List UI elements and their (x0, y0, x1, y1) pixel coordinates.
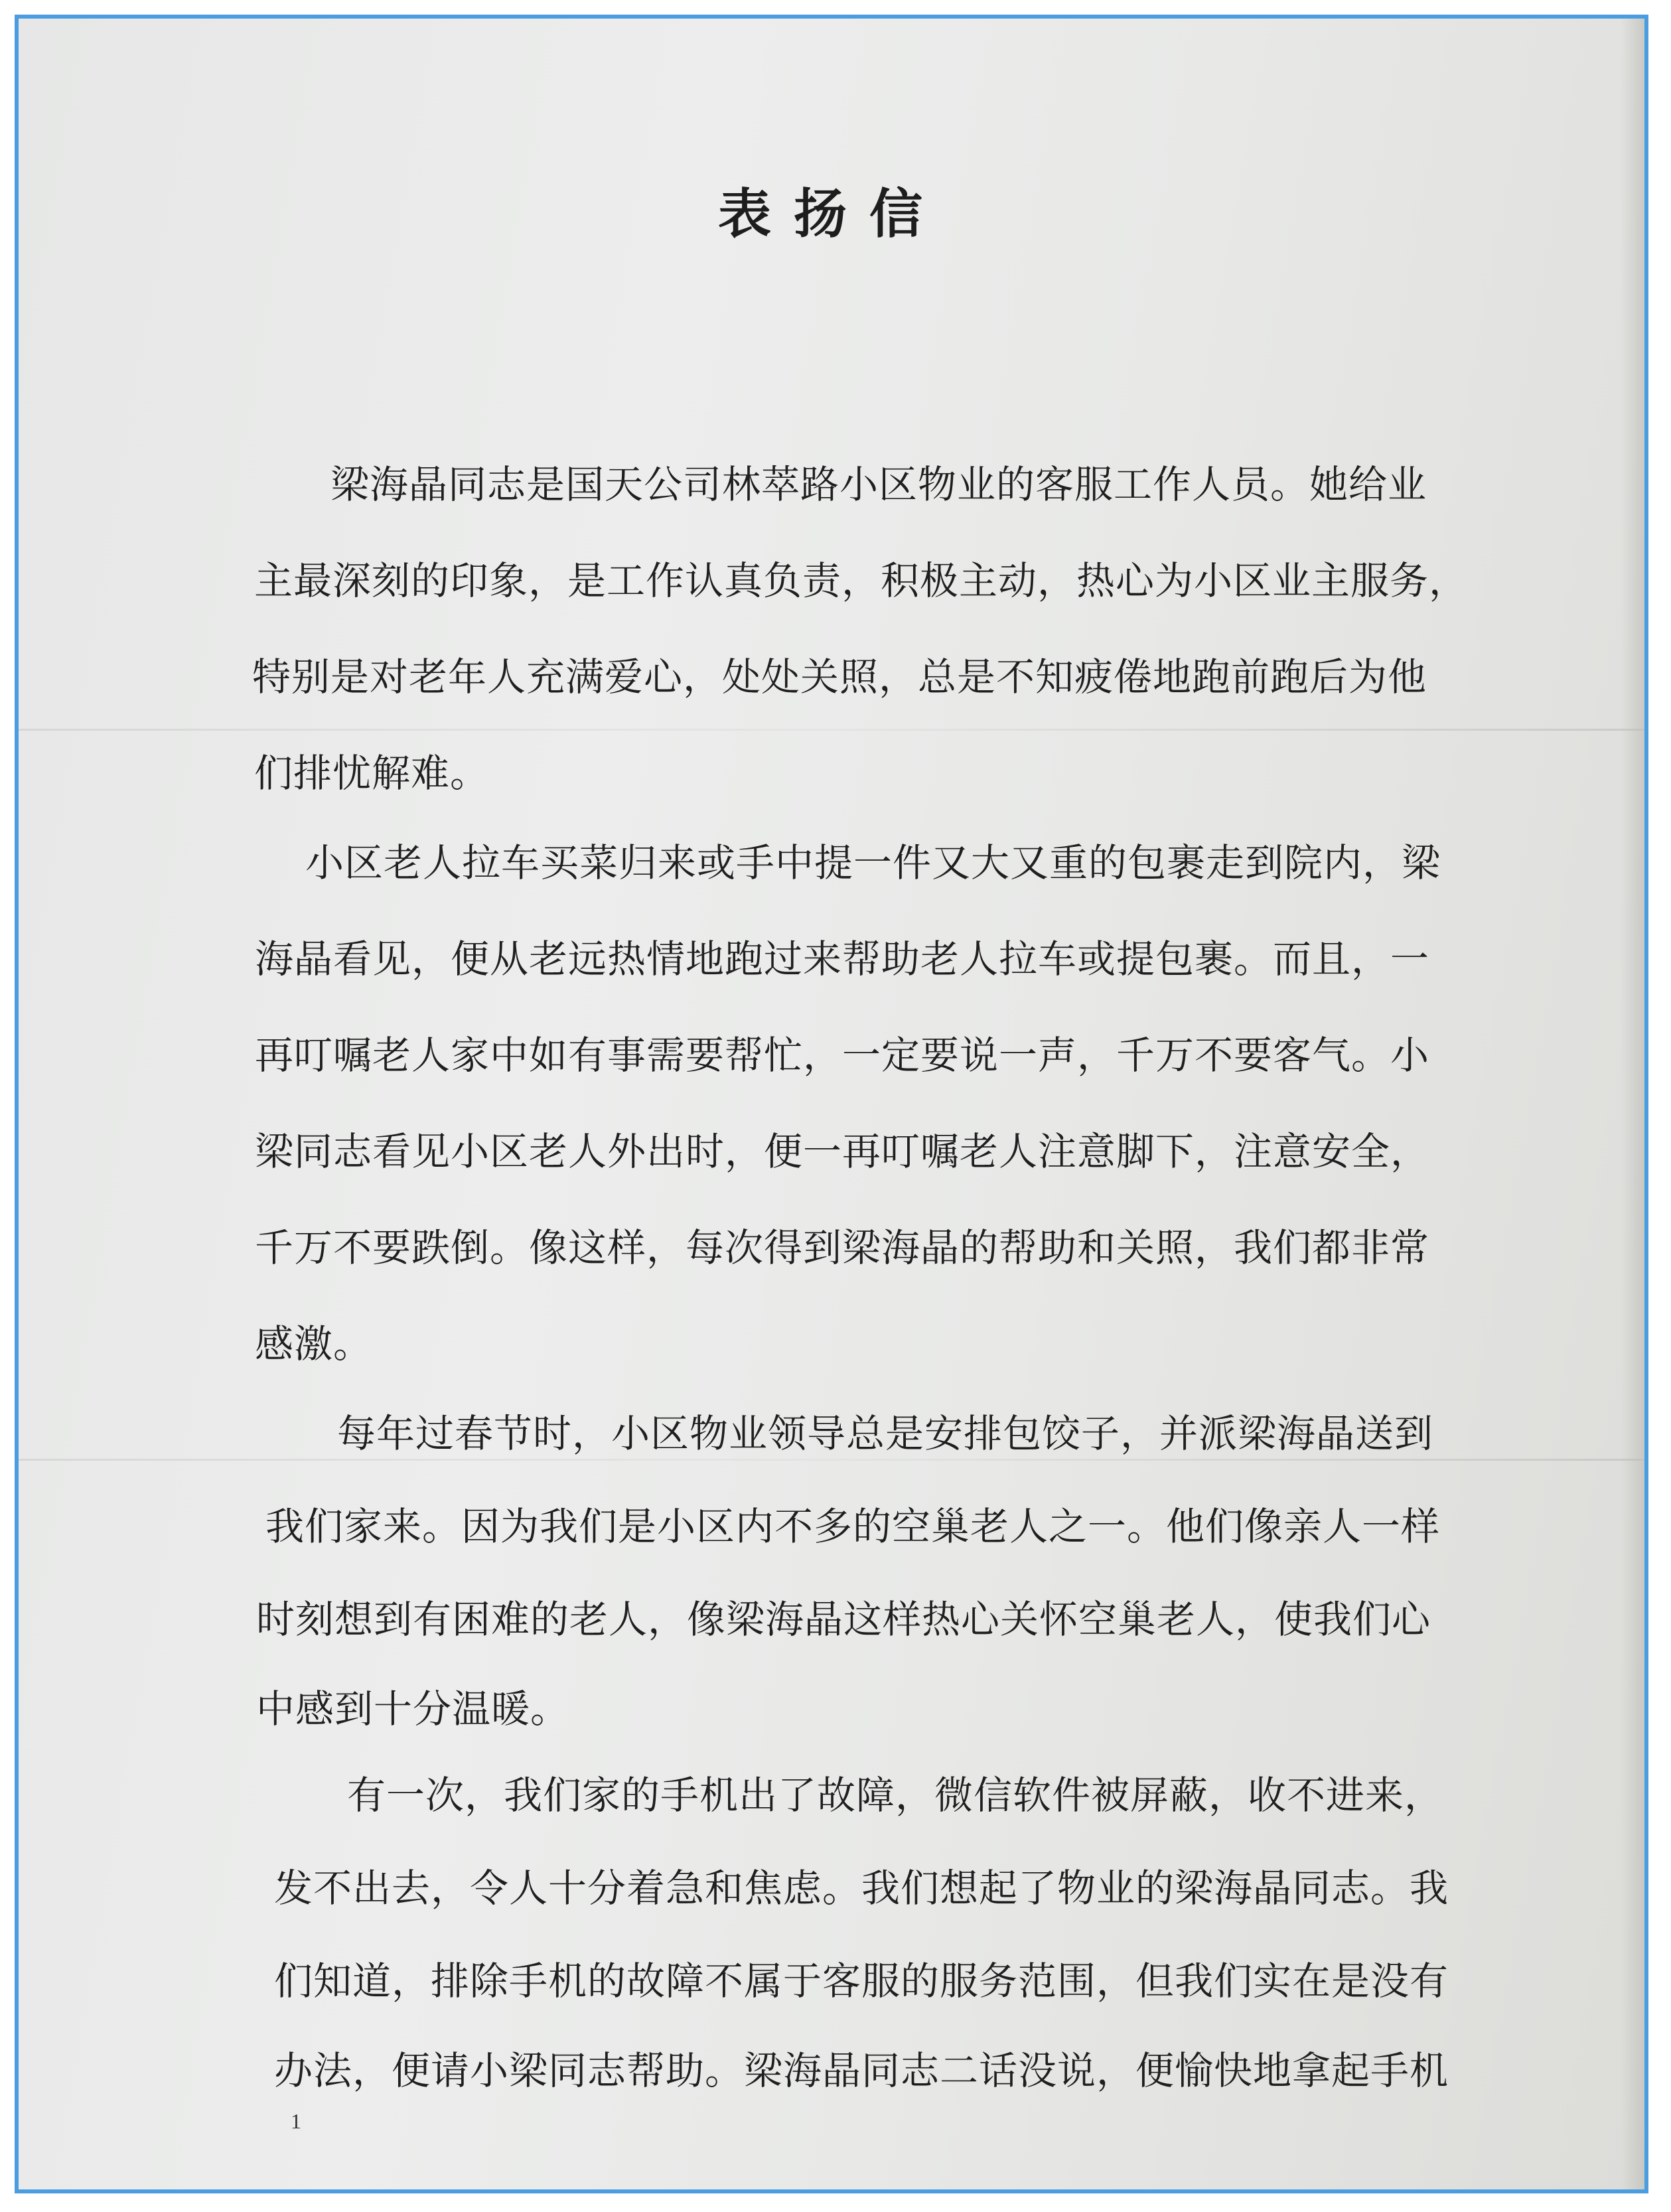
text-line: 梁海晶同志是国天公司林萃路小区物业的客服工作人员。她给业 (330, 462, 1427, 507)
text-line: 每年过春节时，小区物业领导总是安排包饺子，并派梁海晶送到 (337, 1411, 1434, 1456)
paper-edge (1621, 19, 1644, 2189)
text-line: 主最深刻的印象，是工作认真负责，积极主动，热心为小区业主服务， (254, 558, 1469, 603)
text-line: 特别是对老年人充满爱心，处处关照，总是不知疲倦地跑前跑后为他 (252, 654, 1427, 700)
fold-line (19, 1459, 1644, 1461)
page-number: 1 (291, 2109, 301, 2133)
text-line: 们知道，排除手机的故障不属于客服的服务范围，但我们实在是没有 (274, 1958, 1449, 2004)
fold-line (19, 729, 1644, 731)
text-line: 海晶看见，便从老远热情地跑过来帮助老人拉车或提包裹。而且，一 (255, 936, 1430, 982)
text-line: 时刻想到有困难的老人，像梁海晶这样热心关怀空巢老人，使我们心 (256, 1597, 1431, 1642)
text-line: 我们家来。因为我们是小区内不多的空巢老人之一。他们像亲人一样 (265, 1504, 1441, 1549)
document-frame (15, 15, 1648, 2193)
text-line: 们排忧解难。 (254, 751, 490, 796)
text-line: 有一次，我们家的手机出了故障，微信软件被屏蔽，收不进来， (347, 1773, 1444, 1818)
text-line: 小区老人拉车买菜归来或手中提一件又大又重的包裹走到院内，梁 (305, 840, 1441, 885)
text-line: 梁同志看见小区老人外出时，便一再叮嘱老人注意脚下，注意安全， (255, 1129, 1430, 1174)
letter-title: 表扬信 (718, 183, 945, 245)
text-line: 再叮嘱老人家中如有事需要帮忙，一定要说一声，千万不要客气。小 (255, 1033, 1430, 1078)
text-line: 千万不要跌倒。像这样，每次得到梁海晶的帮助和关照，我们都非常 (255, 1225, 1430, 1270)
paper-sheet (19, 19, 1644, 2189)
text-line: 发不出去，令人十分着急和焦虑。我们想起了物业的梁海晶同志。我 (274, 1866, 1449, 1911)
text-line: 中感到十分温暖。 (256, 1686, 570, 1732)
text-line: 办法，便请小梁同志帮助。梁海晶同志二话没说，便愉快地拿起手机 (274, 2048, 1449, 2093)
text-line: 感激。 (255, 1321, 373, 1366)
